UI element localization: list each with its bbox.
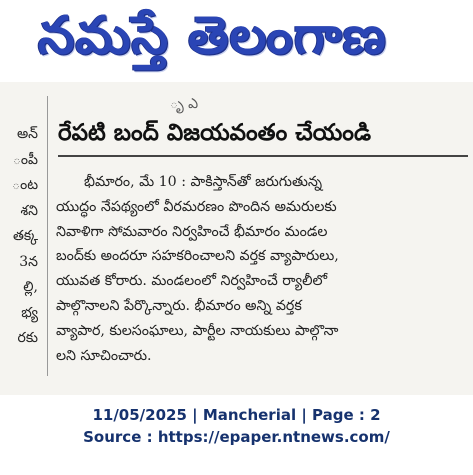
- footer-source: Source : https://epaper.ntnews.com/: [83, 428, 390, 446]
- top-fragment: ృ ఎ: [170, 96, 199, 112]
- left-fragment: ల్లి,: [23, 279, 38, 295]
- left-fragment: శని: [20, 202, 38, 219]
- article-line: నివాళిగా సోమవారం నిర్వహించే భీమారం మండల: [56, 223, 328, 240]
- article-line: బంద్‌కు అందరూ సహకరించాలని వర్తక వ్యాపారులు,: [56, 248, 339, 265]
- left-fragment: ంపీ: [12, 151, 38, 168]
- masthead: [0, 0, 473, 82]
- article-line: యుద్ధం నేపథ్యంలో వీరమరణం పొందిన అమరులకు: [56, 198, 337, 215]
- left-fragment: రకు: [17, 330, 38, 346]
- source-footer: [0, 404, 473, 448]
- article-line: యువత కోరారు. మండలంలో నిర్వహించే ర్యాలీలో: [56, 273, 328, 290]
- headline-rule: [58, 155, 468, 157]
- article-line: వ్యాపార, కులసంఘాలు, పార్టీల నాయకులు పాల్గొనా: [56, 322, 339, 339]
- left-fragment: ంట: [12, 177, 38, 193]
- left-fragment: తక్క: [13, 228, 38, 244]
- article-line: భీమారం, మే 10 : పాకిస్తాన్‌తో జరుగుతున్న: [84, 174, 323, 190]
- footer-date-edition: 11/05/2025 | Mancherial | Page : 2: [92, 406, 381, 424]
- newspaper-logo: నమస్తే తెలంగాణ: [38, 6, 387, 66]
- left-fragment: అన్: [16, 126, 38, 142]
- newspaper-clipping: [0, 82, 473, 395]
- column-divider: [47, 96, 48, 376]
- left-fragment: 3న: [19, 253, 38, 270]
- left-column-fragments: [0, 122, 38, 352]
- article-line: పాల్గొనాలని పేర్కొన్నారు. భీమారం అన్ని వర్తక: [56, 297, 302, 314]
- article-headline: రేపటి బంద్ విజయవంతం చేయండి: [58, 120, 371, 146]
- article-line: లని సూచించారు.: [56, 347, 152, 364]
- left-fragment: భ్య: [21, 304, 38, 321]
- article-body: [56, 170, 464, 368]
